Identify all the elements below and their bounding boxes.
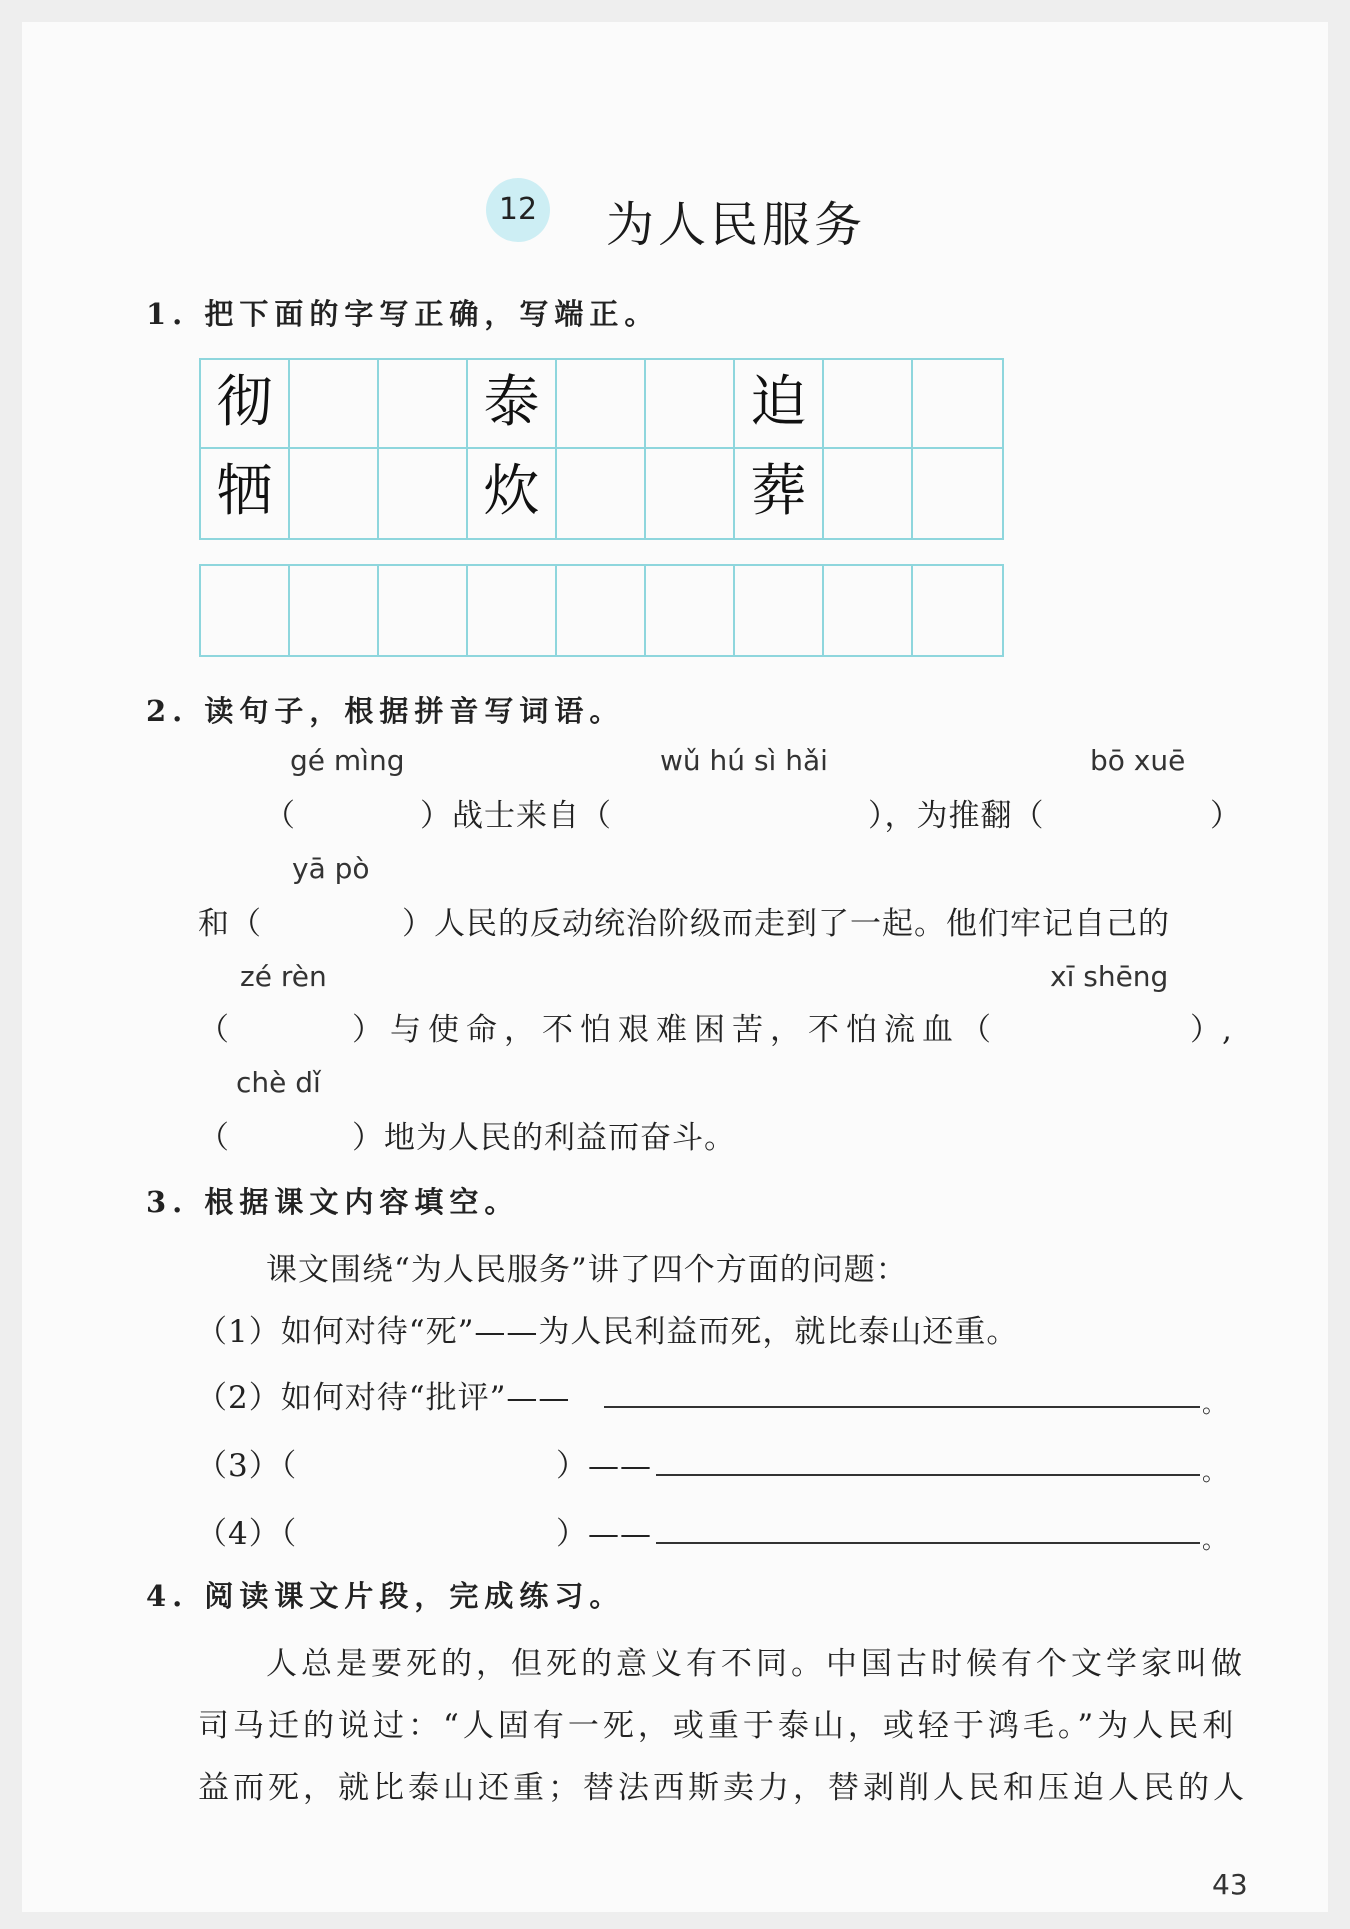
grid-cell[interactable] xyxy=(913,566,1002,655)
sentence-line-2a: 和（ xyxy=(198,906,262,942)
sentence-line-3c: ）, xyxy=(1190,1012,1233,1048)
q3-item-2-end: 。 xyxy=(1202,1390,1227,1418)
page-number: 43 xyxy=(1212,1868,1248,1901)
grid-cell[interactable] xyxy=(824,566,913,655)
pinyin-wu-hu-si-hai: wǔ hú sì hǎi xyxy=(660,744,828,777)
q3-item-2-answer-line[interactable] xyxy=(604,1406,1200,1408)
q3-item-1: （1）如何对待“死”——为人民利益而死，就比泰山还重。 xyxy=(196,1314,1019,1350)
q3-item-4-close: ）—— xyxy=(556,1516,652,1552)
sentence-line-3a: （ xyxy=(198,1012,230,1048)
grid-cell[interactable] xyxy=(557,566,646,655)
grid-cell: 彻 xyxy=(201,360,290,449)
page-title: 为人民服务 xyxy=(606,197,867,253)
pinyin-xi-sheng: xī shēng xyxy=(1050,960,1169,993)
grid-cell[interactable] xyxy=(824,360,913,449)
grid-cell[interactable] xyxy=(468,566,557,655)
q3-item-3-close: ）—— xyxy=(556,1448,652,1484)
pinyin-ge-ming: gé mìng xyxy=(290,744,405,777)
q3-item-3-open: （3）（ xyxy=(196,1448,298,1484)
passage-line-1: 人总是要死的，但死的意义有不同。中国古时候有个文学家叫做 xyxy=(266,1646,1246,1682)
grid-cell[interactable] xyxy=(913,360,1002,449)
q3-item-4-end: 。 xyxy=(1202,1526,1227,1554)
grid-cell[interactable] xyxy=(379,566,468,655)
grid-cell: 迫 xyxy=(735,360,824,449)
grid-cell[interactable] xyxy=(379,360,468,449)
pinyin-bo-xue: bō xuē xyxy=(1090,744,1186,777)
passage-line-2: 司马迁的说过：“人固有一死，或重于泰山，或轻于鸿毛。”为人民利 xyxy=(198,1708,1238,1744)
q3-heading: 3. 根据课文内容填空。 xyxy=(146,1185,520,1219)
sentence-line-4a: （ xyxy=(198,1120,230,1156)
passage-line-3: 益而死，就比泰山还重；替法西斯卖力，替剥削人民和压迫人民的人 xyxy=(198,1770,1248,1806)
grid-cell[interactable] xyxy=(201,566,290,655)
q2-heading: 2. 读句子，根据拼音写词语。 xyxy=(146,694,625,728)
grid-cell[interactable] xyxy=(646,449,735,538)
grid-cell[interactable] xyxy=(913,449,1002,538)
q3-item-4-answer-line[interactable] xyxy=(656,1542,1200,1544)
sentence-line-2: ）人民的反动统治阶级而走到了一起。他们牢记自己的 xyxy=(402,906,1170,942)
sentence-line-1c: ） xyxy=(1210,798,1242,834)
q3-item-2: （2）如何对待“批评”—— xyxy=(196,1380,571,1416)
grid-cell[interactable] xyxy=(290,360,379,449)
grid-cell[interactable] xyxy=(824,449,913,538)
q3-intro: 课文围绕“为人民服务”讲了四个方面的问题： xyxy=(266,1252,908,1288)
sentence-line-3: ）与使命，不怕艰难困苦，不怕流血（ xyxy=(352,1012,998,1048)
grid-cell[interactable] xyxy=(646,566,735,655)
q3-item-3-end: 。 xyxy=(1202,1458,1227,1486)
grid-cell: 炊 xyxy=(468,449,557,538)
grid-cell: 泰 xyxy=(468,360,557,449)
pinyin-ze-ren: zé rèn xyxy=(240,960,327,993)
sentence-line-1: ）战士来自（ xyxy=(420,798,612,834)
grid-cell[interactable] xyxy=(735,566,824,655)
grid-cell[interactable] xyxy=(557,449,646,538)
grid-cell: 葬 xyxy=(735,449,824,538)
grid-cell[interactable] xyxy=(557,360,646,449)
grid-cell[interactable] xyxy=(290,566,379,655)
grid-cell: 牺 xyxy=(201,449,290,538)
q4-heading: 4. 阅读课文片段，完成练习。 xyxy=(146,1579,625,1613)
sentence-line-1b: ），为推翻（ xyxy=(868,798,1045,834)
q3-item-3-answer-line[interactable] xyxy=(656,1474,1200,1476)
lesson-number-badge: 12 xyxy=(486,178,550,242)
grid-cell[interactable] xyxy=(290,449,379,538)
pinyin-che-di: chè dǐ xyxy=(236,1066,321,1099)
sentence-line-4: ）地为人民的利益而奋斗。 xyxy=(352,1120,736,1156)
character-grid-1 xyxy=(199,358,1004,540)
character-grid-2 xyxy=(199,564,1004,657)
q1-heading: 1. 把下面的字写正确，写端正。 xyxy=(146,297,660,331)
grid-cell[interactable] xyxy=(646,360,735,449)
pinyin-ya-po: yā pò xyxy=(292,852,370,885)
grid-cell[interactable] xyxy=(379,449,468,538)
sentence-bracket-open: （ xyxy=(264,798,296,834)
q3-item-4-open: （4）（ xyxy=(196,1516,298,1552)
